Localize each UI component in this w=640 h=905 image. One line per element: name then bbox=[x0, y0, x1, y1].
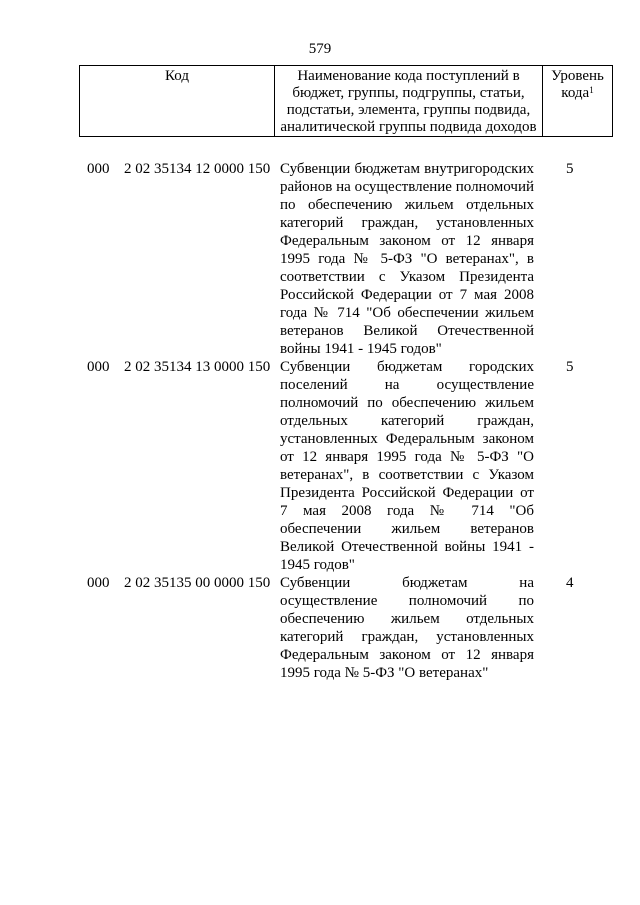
table-row bbox=[79, 574, 612, 682]
code-level: 5 bbox=[566, 161, 574, 177]
code-level: 4 bbox=[566, 575, 574, 591]
entries-list bbox=[79, 160, 612, 682]
income-code: 2 02 35134 13 0000 150 bbox=[124, 359, 271, 375]
header-name-cell bbox=[275, 66, 543, 137]
admin-code: 000 bbox=[87, 575, 110, 591]
admin-code: 000 bbox=[87, 161, 110, 177]
income-code: 2 02 35135 00 0000 150 bbox=[124, 575, 271, 591]
header-name-label: Наименование кода поступлений в бюджет, группы, подгруппы, статьи, подстатьи, элемента, группы подвида, аналитической группы подвида доходов bbox=[280, 68, 537, 135]
header-code-label: Код bbox=[165, 68, 189, 84]
page-number: 579 bbox=[308, 41, 332, 57]
header-level-label: Уровень кода bbox=[551, 68, 604, 101]
code-level: 5 bbox=[566, 359, 574, 375]
income-code: 2 02 35134 12 0000 150 bbox=[124, 161, 271, 177]
admin-code: 000 bbox=[87, 359, 110, 375]
table-header bbox=[79, 65, 613, 137]
header-code-cell bbox=[80, 66, 275, 137]
table-row bbox=[79, 358, 612, 574]
income-description: Субвенции бюджетам на осуществление полномочий по обеспечению жильем отдельных категорий граждан, установленных Федеральным законом от 12 января 1995 года № 5-ФЗ "О ветеранах" bbox=[280, 575, 534, 681]
income-description: Субвенции бюджетам городских поселений на осуществление полномочий по обеспечению жильем отдельных категорий граждан, установленных Федеральным законом от 12 января 1995 года № 5-ФЗ "О ветеранах", в соответствии с Указом Президента Российской Федерации от 7 мая 2008 года № 714 "Об обеспечении жильем ветеранов Великой Отечественной войны 1941 - 1945 годов" bbox=[280, 359, 534, 573]
header-level-footnote: 1 bbox=[589, 85, 594, 95]
income-description: Субвенции бюджетам внутригородских районов на осуществление полномочий по обеспечению жильем отдельных категорий граждан, установленных Федеральным законом от 12 января 1995 года № 5-ФЗ "О ветеранах", в соответствии с Указом Президента Российской Федерации от 7 мая 2008 года № 714 "Об обеспечении жильем ветеранов Великой Отечественной войны 1941 - 1945 годов" bbox=[280, 161, 534, 357]
header-level-cell bbox=[543, 66, 613, 137]
table-row bbox=[79, 160, 612, 358]
